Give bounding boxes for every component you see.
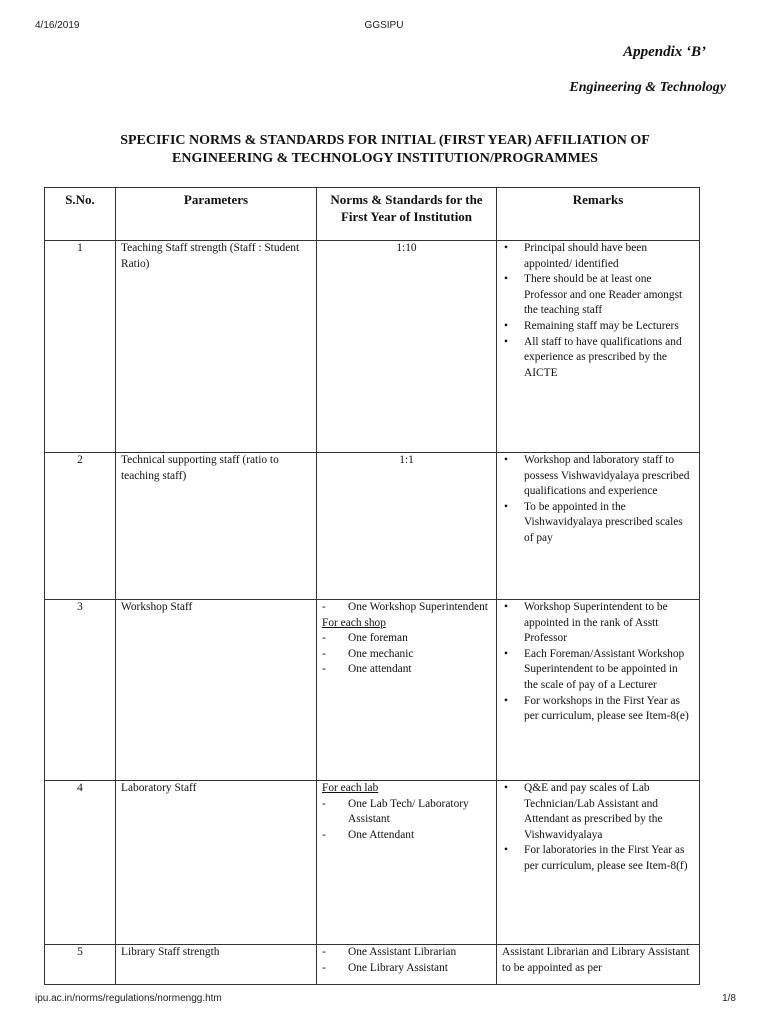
page-title (60, 132, 710, 168)
remark-item: • Workshop and laboratory staff to possess Vishwavidyalaya prescribed qualifications and experience (502, 453, 694, 500)
norm-item: - One Attendant (322, 828, 491, 844)
row-sno: 5 (45, 945, 116, 985)
print-url: ipu.ac.in/norms/regulations/normengg.htm (35, 993, 222, 1004)
row-norm (317, 781, 497, 945)
table-row (45, 781, 700, 945)
norms-table (44, 187, 700, 985)
bullet-icon: • (504, 273, 508, 286)
bullet-icon: • (504, 500, 508, 513)
norm-item: - One mechanic (322, 647, 491, 663)
row-norm (317, 945, 497, 985)
row-remarks: Assistant Librarian and Library Assistant to be appointed as per (497, 945, 700, 985)
table-row (45, 600, 700, 781)
remark-item: • To be appointed in the Vishwavidyalaya prescribed scales of pay (502, 500, 694, 547)
row-parameter: Technical supporting staff (ratio to teaching staff) (116, 453, 317, 600)
row-parameter: Laboratory Staff (116, 781, 317, 945)
row-norm: 1:1 (317, 453, 497, 600)
dash-icon: - (322, 647, 326, 660)
remark-item: • Workshop Superintendent to be appointed in the rank of Asstt Professor (502, 600, 694, 647)
norm-item: - One Lab Tech/ Laboratory Assistant (322, 797, 491, 828)
bullet-icon: • (504, 335, 508, 348)
row-sno: 1 (45, 241, 116, 453)
table-row (45, 945, 700, 985)
dash-icon: - (322, 632, 326, 645)
row-parameter: Workshop Staff (116, 600, 317, 781)
norm-item: - One Library Assistant (322, 961, 491, 977)
norm-heading: For each lab (322, 782, 379, 794)
dash-icon: - (322, 828, 326, 841)
page-title-line-2: ENGINEERING & TECHNOLOGY INSTITUTION/PROGRAMMES (172, 151, 598, 166)
row-remarks (497, 241, 700, 453)
bullet-icon: • (504, 242, 508, 254)
row-sno: 4 (45, 781, 116, 945)
header-norms: Norms & Standards for the First Year of Institution (317, 188, 497, 241)
print-site-title: GGSIPU (364, 20, 404, 31)
remark-item: • Principal should have been appointed/ identified (502, 241, 694, 272)
row-sno: 2 (45, 453, 116, 600)
dash-icon: - (322, 946, 326, 958)
bullet-icon: • (504, 319, 508, 332)
bullet-icon: • (504, 844, 508, 857)
remark-item: • Remaining staff may be Lecturers (502, 319, 694, 335)
dash-icon: - (322, 961, 326, 974)
row-parameter: Teaching Staff strength (Staff : Student Ratio) (116, 241, 317, 453)
remark-item: • For laboratories in the First Year as per curriculum, please see Item-8(f) (502, 843, 694, 874)
appendix-label: Appendix ‘B’ (623, 44, 706, 60)
dash-icon: - (322, 797, 326, 810)
table-row (45, 453, 700, 600)
remark-item: • For workshops in the First Year as per curriculum, please see Item-8(e) (502, 694, 694, 725)
remark-item: • There should be at least one Professor and one Reader amongst the teaching staff (502, 272, 694, 319)
header-remarks: Remarks (497, 188, 700, 241)
bullet-icon: • (504, 647, 508, 660)
norm-item: - One foreman (322, 631, 491, 647)
bullet-icon: • (504, 694, 508, 707)
table-row (45, 241, 700, 453)
print-date: 4/16/2019 (35, 20, 80, 31)
remark-item: • Q&E and pay scales of Lab Technician/Lab Assistant and Attendant as prescribed by the Vishwavidyalaya (502, 781, 694, 843)
bullet-icon: • (504, 601, 508, 613)
bullet-icon: • (504, 782, 508, 794)
row-norm (317, 600, 497, 781)
row-remarks (497, 600, 700, 781)
remark-item: • All staff to have qualifications and experience as prescribed by the AICTE (502, 335, 694, 382)
table-header-row (45, 188, 700, 241)
norm-item: - One Workshop Superintendent (322, 600, 491, 616)
dash-icon: - (322, 601, 326, 613)
row-remarks (497, 781, 700, 945)
row-sno: 3 (45, 600, 116, 781)
header-sno: S.No. (45, 188, 116, 241)
norm-item: - One Assistant Librarian (322, 945, 491, 961)
header-parameters: Parameters (116, 188, 317, 241)
norm-heading: For each shop (322, 616, 386, 629)
document-subtitle: Engineering & Technology (569, 80, 726, 95)
page-number: 1/8 (722, 993, 736, 1004)
page-title-line-1: SPECIFIC NORMS & STANDARDS FOR INITIAL (FIRST YEAR) AFFILIATION OF (120, 133, 650, 148)
bullet-icon: • (504, 454, 508, 466)
norm-item: - One attendant (322, 662, 491, 678)
dash-icon: - (322, 663, 326, 676)
row-parameter: Library Staff strength (116, 945, 317, 985)
row-remarks (497, 453, 700, 600)
row-norm: 1:10 (317, 241, 497, 453)
remark-item: • Each Foreman/Assistant Workshop Superintendent to be appointed in the scale of pay of a Lecturer (502, 647, 694, 694)
